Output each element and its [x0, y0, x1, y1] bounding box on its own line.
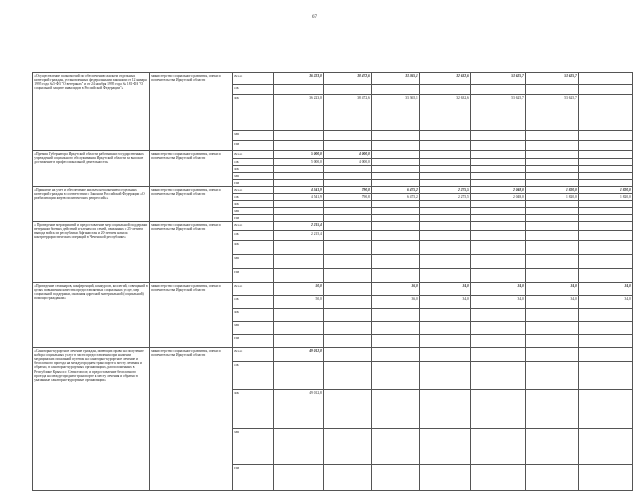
- amount-cell: 34,0: [579, 283, 633, 296]
- amount-cell: [420, 201, 471, 208]
- amount-cell: [274, 465, 324, 491]
- amount-cell: [324, 362, 372, 390]
- amount-cell: [471, 335, 526, 348]
- amount-cell: [420, 362, 471, 390]
- amount-cell: [420, 348, 471, 362]
- amount-cell: [526, 85, 579, 95]
- amount-cell: 4 000,0: [324, 151, 372, 159]
- amount-cell: [274, 241, 324, 255]
- amount-cell: 6 475,2: [372, 194, 420, 201]
- funding-source-label: Всего: [233, 283, 274, 296]
- amount-cell: [324, 465, 372, 491]
- amount-cell: [372, 131, 420, 141]
- amount-cell: [471, 173, 526, 180]
- table-row: [33, 73, 633, 85]
- amount-cell: 1 820,0: [579, 194, 633, 201]
- amount-cell: [372, 166, 420, 173]
- funding-source-label: ФБ: [233, 95, 274, 131]
- amount-cell: [579, 309, 633, 322]
- amount-cell: [420, 255, 471, 269]
- amount-cell: [420, 159, 471, 166]
- amount-cell: [471, 241, 526, 255]
- amount-cell: [471, 166, 526, 173]
- amount-cell: [372, 180, 420, 187]
- amount-cell: [372, 151, 420, 159]
- amount-cell: [372, 465, 420, 491]
- amount-cell: [420, 141, 471, 151]
- amount-cell: 36,0: [372, 283, 420, 296]
- amount-cell: 50,0: [274, 296, 324, 309]
- amount-cell: [372, 201, 420, 208]
- amount-cell: [579, 222, 633, 231]
- amount-cell: [471, 269, 526, 283]
- amount-cell: [579, 131, 633, 141]
- amount-cell: [526, 141, 579, 151]
- amount-cell: [579, 269, 633, 283]
- event-description: «Принятие на учет и обеспечение жильем неполнением отдельных категорий граждан в соответствии с Законом Российской Федерации «О реабилитации жертв политических репрессий»»: [33, 187, 150, 222]
- amount-cell: [526, 159, 579, 166]
- amount-cell: [471, 131, 526, 141]
- amount-cell: 36,0: [372, 296, 420, 309]
- amount-cell: [324, 296, 372, 309]
- amount-cell: [526, 231, 579, 241]
- amount-cell: 34,0: [526, 283, 579, 296]
- amount-cell: [526, 173, 579, 180]
- amount-cell: 2 215,4: [274, 231, 324, 241]
- amount-cell: [324, 173, 372, 180]
- amount-cell: 50,0: [274, 283, 324, 296]
- amount-cell: [526, 151, 579, 159]
- amount-cell: [372, 322, 420, 335]
- funding-source-label: Всего: [233, 73, 274, 85]
- amount-cell: [372, 390, 420, 429]
- amount-cell: [324, 215, 372, 222]
- funding-source-label: ИИ: [233, 465, 274, 491]
- amount-cell: 1 820,0: [526, 194, 579, 201]
- amount-cell: [324, 269, 372, 283]
- event-executor: министерство социального развития, опеки и попечительства Иркутской области: [150, 222, 233, 283]
- funding-source-label: ОБ: [233, 159, 274, 166]
- funding-source-label: МБ: [233, 173, 274, 180]
- amount-cell: [579, 362, 633, 390]
- amount-cell: [471, 390, 526, 429]
- amount-cell: 36 223,0: [274, 73, 324, 85]
- funding-source-label: ФБ: [233, 201, 274, 208]
- funding-source-label: Всего: [233, 187, 274, 194]
- amount-cell: [526, 322, 579, 335]
- funding-source-label: ОБ: [233, 231, 274, 241]
- amount-cell: 49 012,8: [274, 390, 324, 429]
- amount-cell: 34,0: [579, 296, 633, 309]
- amount-cell: [526, 429, 579, 465]
- amount-cell: [420, 151, 471, 159]
- amount-cell: [579, 85, 633, 95]
- amount-cell: [274, 322, 324, 335]
- table-row: [33, 283, 633, 296]
- amount-cell: [324, 201, 372, 208]
- amount-cell: [274, 208, 324, 215]
- budget-table: [32, 72, 633, 491]
- amount-cell: [526, 465, 579, 491]
- amount-cell: [372, 255, 420, 269]
- amount-cell: 34,0: [526, 296, 579, 309]
- amount-cell: [579, 166, 633, 173]
- amount-cell: [526, 348, 579, 362]
- amount-cell: [579, 429, 633, 465]
- amount-cell: [372, 159, 420, 166]
- amount-cell: [420, 208, 471, 215]
- amount-cell: [471, 348, 526, 362]
- amount-cell: 790,8: [324, 194, 372, 201]
- amount-cell: [274, 180, 324, 187]
- amount-cell: [372, 222, 420, 231]
- amount-cell: [274, 201, 324, 208]
- amount-cell: 36 223,0: [274, 95, 324, 131]
- funding-source-label: ФБ: [233, 309, 274, 322]
- funding-source-label: ИИ: [233, 180, 274, 187]
- amount-cell: 38 472,6: [324, 95, 372, 131]
- amount-cell: [324, 241, 372, 255]
- amount-cell: [274, 173, 324, 180]
- amount-cell: [471, 159, 526, 166]
- event-executor: министерство социального развития, опеки и попечительства Иркутской области: [150, 151, 233, 187]
- amount-cell: 1 820,0: [579, 187, 633, 194]
- amount-cell: [579, 390, 633, 429]
- funding-source-label: ИИ: [233, 215, 274, 222]
- amount-cell: [420, 309, 471, 322]
- event-executor: министерство социального развития, опеки и попечительства Иркутской области: [150, 283, 233, 348]
- table-row: [33, 187, 633, 194]
- amount-cell: [579, 322, 633, 335]
- amount-cell: [471, 85, 526, 95]
- amount-cell: [372, 269, 420, 283]
- amount-cell: [274, 215, 324, 222]
- funding-source-label: ОБ: [233, 194, 274, 201]
- amount-cell: [274, 335, 324, 348]
- funding-source-label: ИИ: [233, 269, 274, 283]
- amount-cell: [526, 222, 579, 231]
- amount-cell: [526, 390, 579, 429]
- amount-cell: [274, 131, 324, 141]
- amount-cell: [274, 85, 324, 95]
- amount-cell: [420, 269, 471, 283]
- amount-cell: [471, 362, 526, 390]
- amount-cell: [324, 255, 372, 269]
- amount-cell: [579, 348, 633, 362]
- funding-source-label: МБ: [233, 131, 274, 141]
- amount-cell: 4 541,9: [274, 187, 324, 194]
- amount-cell: [274, 269, 324, 283]
- amount-cell: 53 625,7: [471, 73, 526, 85]
- amount-cell: [324, 208, 372, 215]
- amount-cell: [526, 269, 579, 283]
- amount-cell: [324, 141, 372, 151]
- amount-cell: [579, 73, 633, 85]
- amount-cell: [372, 208, 420, 215]
- amount-cell: [274, 255, 324, 269]
- amount-cell: 32 632,6: [420, 95, 471, 131]
- funding-source-label: ФБ: [233, 390, 274, 429]
- amount-cell: [274, 362, 324, 390]
- amount-cell: [471, 322, 526, 335]
- amount-cell: [579, 95, 633, 131]
- funding-source-label: Всего: [233, 151, 274, 159]
- funding-source-label: МБ: [233, 208, 274, 215]
- amount-cell: [471, 215, 526, 222]
- amount-cell: [324, 166, 372, 173]
- funding-source-label: ОБ: [233, 85, 274, 95]
- amount-cell: [372, 429, 420, 465]
- amount-cell: 33 365,1: [372, 95, 420, 131]
- amount-cell: [526, 309, 579, 322]
- amount-cell: [372, 309, 420, 322]
- amount-cell: 4 000,0: [324, 159, 372, 166]
- amount-cell: 2 048,0: [471, 187, 526, 194]
- amount-cell: [324, 131, 372, 141]
- amount-cell: 4 541,9: [274, 194, 324, 201]
- amount-cell: [526, 241, 579, 255]
- amount-cell: [420, 231, 471, 241]
- amount-cell: [274, 429, 324, 465]
- amount-cell: 33 365,1: [372, 73, 420, 85]
- event-description: «Проведение семинаров, конференций, конкурсов, коллегий, совещаний в целях повышения качества предоставляемых социальных услуг, мер социальной поддержки, оказания адресной материальной (социальной) помощи гражданам»: [33, 283, 150, 348]
- funding-source-label: МБ: [233, 255, 274, 269]
- amount-cell: [420, 465, 471, 491]
- table-row: [33, 348, 633, 362]
- amount-cell: [420, 429, 471, 465]
- amount-cell: 6 475,2: [372, 187, 420, 194]
- amount-cell: [471, 180, 526, 187]
- table-row: [33, 222, 633, 231]
- amount-cell: [372, 348, 420, 362]
- amount-cell: [324, 348, 372, 362]
- amount-cell: 2 048,0: [471, 194, 526, 201]
- amount-cell: [420, 85, 471, 95]
- amount-cell: [526, 131, 579, 141]
- funding-source-label: ИИ: [233, 141, 274, 151]
- amount-cell: [526, 201, 579, 208]
- amount-cell: [420, 131, 471, 141]
- amount-cell: 34,0: [420, 296, 471, 309]
- funding-source-label: ИИ: [233, 335, 274, 348]
- amount-cell: [324, 429, 372, 465]
- amount-cell: [471, 151, 526, 159]
- amount-cell: [372, 231, 420, 241]
- funding-source-label: ФБ: [233, 241, 274, 255]
- event-description: «Осуществление полномочий по обеспечению жильем отдельных категорий граждан, установленных федеральными законами от 12 января 1995 года №5-ФЗ "О ветеранах" и от 24 ноября 1995 года № 181-ФЗ "О социальной защите инвалидов в Российской Федерации"»: [33, 73, 150, 151]
- amount-cell: [324, 180, 372, 187]
- amount-cell: [579, 215, 633, 222]
- amount-cell: 38 472,6: [324, 73, 372, 85]
- amount-cell: [579, 208, 633, 215]
- amount-cell: 5 000,0: [274, 151, 324, 159]
- event-executor: министерство социального развития, опеки и попечительства Иркутской области: [150, 187, 233, 222]
- amount-cell: [471, 231, 526, 241]
- amount-cell: 53 625,7: [471, 95, 526, 131]
- amount-cell: [471, 222, 526, 231]
- amount-cell: [526, 335, 579, 348]
- amount-cell: [324, 85, 372, 95]
- event-description: «Премия Губернатора Иркутской области работникам государственных учреждений социального обслуживания Иркутской области за высокое достижение в профессиональной деятельности»: [33, 151, 150, 187]
- amount-cell: [420, 390, 471, 429]
- amount-cell: [526, 208, 579, 215]
- amount-cell: [579, 180, 633, 187]
- amount-cell: [471, 201, 526, 208]
- amount-cell: [579, 335, 633, 348]
- funding-source-label: МБ: [233, 322, 274, 335]
- amount-cell: 32 632,6: [420, 73, 471, 85]
- amount-cell: [471, 141, 526, 151]
- amount-cell: 34,0: [420, 283, 471, 296]
- funding-source-label: ОБ: [233, 362, 274, 390]
- amount-cell: [324, 390, 372, 429]
- amount-cell: [579, 231, 633, 241]
- amount-cell: 49 012,8: [274, 348, 324, 362]
- amount-cell: [471, 255, 526, 269]
- amount-cell: [471, 208, 526, 215]
- amount-cell: [579, 201, 633, 208]
- amount-cell: [324, 283, 372, 296]
- amount-cell: 53 625,7: [526, 73, 579, 85]
- event-executor: министерство социального развития, опеки и попечительства Иркутской области: [150, 73, 233, 151]
- funding-source-label: Всего: [233, 348, 274, 362]
- amount-cell: [274, 309, 324, 322]
- amount-cell: [420, 180, 471, 187]
- amount-cell: [579, 141, 633, 151]
- amount-cell: 2 275,5: [420, 187, 471, 194]
- event-description: « Проведение мероприятий и предоставление мер социальной поддержки ветеранам боевых действий и членам их семей, связанных с 25-летием вывода войск из республики Афганистан и 20-летием начала контртеррористических операций в Чеченской республике»: [33, 222, 150, 283]
- amount-cell: 790,8: [324, 187, 372, 194]
- amount-cell: [372, 141, 420, 151]
- table-row: [33, 151, 633, 159]
- amount-cell: 5 000,0: [274, 159, 324, 166]
- amount-cell: [420, 241, 471, 255]
- amount-cell: [471, 309, 526, 322]
- amount-cell: [324, 322, 372, 335]
- amount-cell: [372, 85, 420, 95]
- event-executor: министерство социального развития, опеки и попечительства Иркутской области: [150, 348, 233, 491]
- amount-cell: [526, 215, 579, 222]
- amount-cell: [471, 465, 526, 491]
- funding-source-label: Всего: [233, 222, 274, 231]
- amount-cell: 34,0: [471, 296, 526, 309]
- page-number: 67: [312, 15, 317, 20]
- funding-source-label: МБ: [233, 429, 274, 465]
- amount-cell: [471, 429, 526, 465]
- amount-cell: [372, 362, 420, 390]
- amount-cell: [420, 222, 471, 231]
- event-description: «Санаторно-курортное лечение граждан, имеющих право на получение набора социальных услуг в части предоставления при наличии медицинских показаний путевок на санаторно-курортное лечение и бесплатного проезда на междугороднем транспорте к месту лечения и обратно, в санаторно-курортных организациях, расположенных в Республике Крым и г. Севастополе, и предоставление бесплатного проезда на междугороднем транспорте к месту лечения и обратно в указанные санаторно-курортные организации»: [33, 348, 150, 491]
- amount-cell: [579, 255, 633, 269]
- amount-cell: [526, 166, 579, 173]
- amount-cell: [579, 159, 633, 166]
- amount-cell: [526, 255, 579, 269]
- amount-cell: [420, 335, 471, 348]
- funding-source-label: ФБ: [233, 166, 274, 173]
- amount-cell: [372, 215, 420, 222]
- amount-cell: [274, 141, 324, 151]
- amount-cell: 53 625,7: [526, 95, 579, 131]
- amount-cell: [579, 241, 633, 255]
- amount-cell: 1 820,0: [526, 187, 579, 194]
- amount-cell: [372, 173, 420, 180]
- amount-cell: 2 215,4: [274, 222, 324, 231]
- amount-cell: [420, 322, 471, 335]
- amount-cell: [372, 241, 420, 255]
- amount-cell: 2 275,5: [420, 194, 471, 201]
- funding-source-label: ОБ: [233, 296, 274, 309]
- amount-cell: [526, 180, 579, 187]
- amount-cell: 34,0: [471, 283, 526, 296]
- amount-cell: [420, 173, 471, 180]
- amount-cell: [526, 362, 579, 390]
- amount-cell: [579, 151, 633, 159]
- amount-cell: [324, 309, 372, 322]
- amount-cell: [579, 465, 633, 491]
- amount-cell: [420, 215, 471, 222]
- amount-cell: [274, 166, 324, 173]
- amount-cell: [324, 231, 372, 241]
- amount-cell: [420, 166, 471, 173]
- amount-cell: [324, 335, 372, 348]
- amount-cell: [579, 173, 633, 180]
- amount-cell: [324, 222, 372, 231]
- amount-cell: [372, 335, 420, 348]
